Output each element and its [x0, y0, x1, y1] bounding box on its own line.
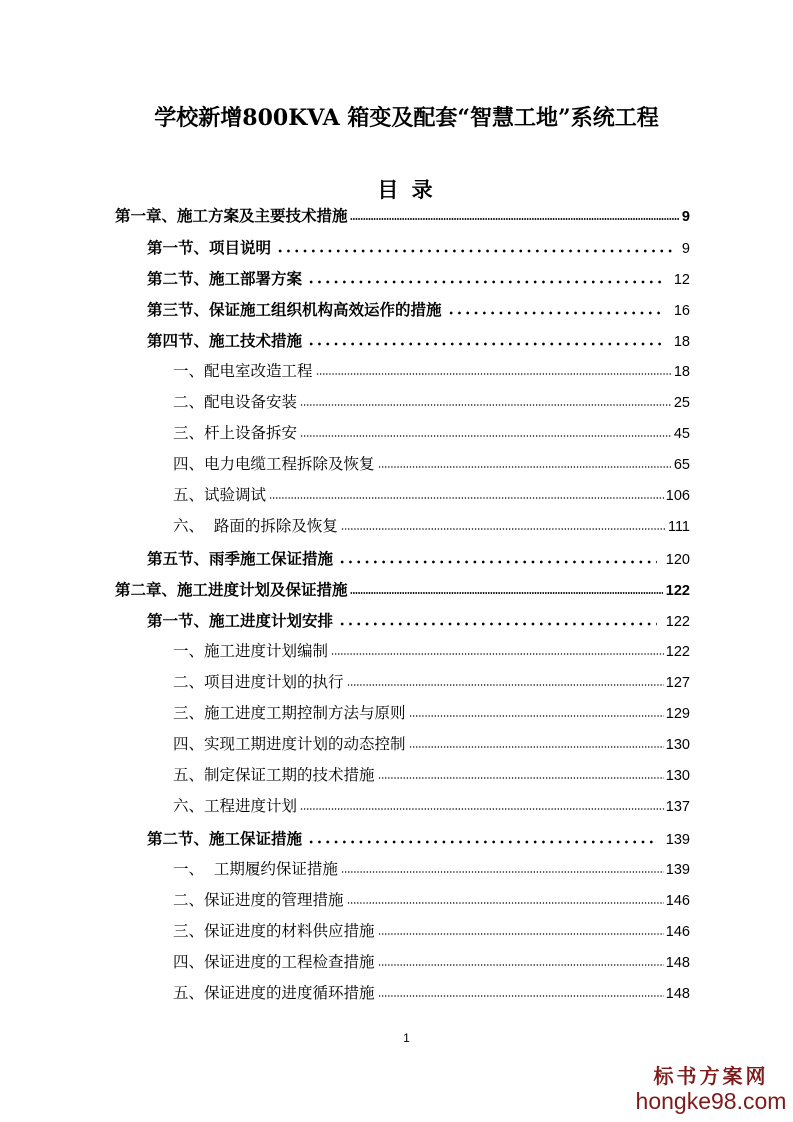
toc-entry-page-number: 12: [673, 271, 690, 288]
toc-item-entry: [115, 449, 690, 480]
toc-entry-page-number: 9: [681, 240, 690, 257]
toc-entry-page-number: 122: [665, 613, 690, 630]
watermark-logo: [635, 1064, 787, 1114]
toc-section-entry: [115, 543, 690, 574]
toc-entry-page-number: 65: [673, 457, 690, 474]
toc-entry-label: 第五节、雨季施工保证措施: [147, 548, 334, 568]
toc-section-entry: [115, 605, 690, 636]
toc-item-entry: [115, 854, 690, 885]
toc-dot-leader: [316, 372, 672, 376]
toc-entry-page-number: 148: [665, 986, 690, 1003]
toc-section-entry: [115, 325, 690, 356]
toc-entry-page-number: 137: [665, 799, 690, 816]
toc-dot-leader: [447, 311, 665, 315]
table-of-contents: [115, 200, 690, 1009]
toc-entry-label: 第一章、施工方案及主要技术措施: [115, 206, 348, 226]
toc-dot-leader: [350, 217, 679, 221]
toc-item-entry: [115, 698, 690, 729]
toc-entry-page-number: 146: [665, 892, 690, 909]
toc-dot-leader: [350, 591, 663, 595]
toc-dot-leader: [307, 280, 665, 284]
toc-entry-label: 二、保证进度的管理措施: [173, 890, 344, 909]
toc-entry-page-number: 18: [673, 333, 690, 350]
toc-dot-leader: [409, 714, 664, 718]
toc-entry-page-number: 122: [665, 643, 690, 660]
toc-chapter-entry: [115, 200, 690, 231]
toc-entry-page-number: 146: [665, 923, 690, 940]
toc-item-entry: [115, 729, 690, 760]
toc-entry-page-number: 25: [673, 395, 690, 412]
toc-dot-leader: [307, 342, 665, 346]
toc-dot-leader: [300, 434, 672, 438]
toc-dot-leader: [378, 994, 664, 998]
toc-entry-page-number: 111: [667, 519, 690, 536]
toc-heading: 目 录: [377, 177, 436, 202]
toc-entry-label: 四、电力电缆工程拆除及恢复: [173, 455, 375, 474]
toc-item-entry: [115, 916, 690, 947]
toc-section-entry: [115, 823, 690, 854]
toc-item-entry: [115, 356, 690, 387]
toc-entry-page-number: 130: [665, 737, 690, 754]
toc-dot-leader: [409, 745, 664, 749]
watermark-site-url: hongke98.com: [635, 1088, 787, 1114]
toc-entry-label: 五、保证进度的进度循环措施: [173, 984, 375, 1003]
toc-dot-leader: [276, 249, 673, 253]
toc-section-entry: [115, 232, 690, 263]
toc-dot-leader: [347, 683, 664, 687]
toc-dot-leader: [307, 840, 657, 844]
toc-dot-leader: [331, 652, 664, 656]
toc-entry-label: 一、施工进度计划编制: [173, 641, 329, 660]
toc-entry-label: 五、制定保证工期的技术措施: [173, 766, 375, 785]
toc-entry-page-number: 127: [665, 675, 690, 692]
toc-entry-page-number: 129: [665, 706, 690, 723]
toc-dot-leader: [347, 901, 664, 905]
toc-entry-label: 三、杆上设备拆安: [173, 424, 298, 443]
toc-entry-page-number: 18: [673, 363, 690, 380]
toc-entry-page-number: 16: [673, 302, 690, 319]
toc-item-entry: [115, 511, 690, 542]
toc-item-entry: [115, 978, 690, 1009]
toc-dot-leader: [338, 622, 657, 626]
toc-section-entry: [115, 294, 690, 325]
toc-dot-leader: [338, 560, 657, 564]
toc-entry-label: 四、实现工期进度计划的动态控制: [173, 735, 406, 754]
document-title: 学校新增800KVA 箱变及配套“智慧工地”系统工程: [154, 105, 659, 131]
toc-dot-leader: [300, 403, 672, 407]
toc-entry-label: 第二节、施工部署方案: [147, 268, 303, 288]
toc-entry-label: 六、 路面的拆除及恢复: [173, 517, 338, 536]
watermark-site-name: 标书方案网: [653, 1064, 769, 1088]
toc-entry-label: 三、保证进度的材料供应措施: [173, 921, 375, 940]
toc-entry-page-number: 120: [665, 551, 690, 568]
toc-entry-page-number: 122: [665, 582, 690, 599]
toc-entry-label: 第一节、施工进度计划安排: [147, 610, 334, 630]
toc-entry-page-number: 139: [665, 861, 690, 878]
toc-entry-label: 一、配电室改造工程: [173, 361, 313, 380]
toc-item-entry: [115, 667, 690, 698]
toc-entry-label: 第四节、施工技术措施: [147, 330, 303, 350]
toc-entry-page-number: 45: [673, 426, 690, 443]
toc-dot-leader: [300, 807, 664, 811]
toc-entry-label: 第一节、项目说明: [147, 237, 272, 257]
toc-entry-page-number: 148: [665, 955, 690, 972]
toc-entry-label: 四、保证进度的工程检查措施: [173, 953, 375, 972]
toc-dot-leader: [269, 496, 664, 500]
toc-entry-label: 三、施工进度工期控制方法与原则: [173, 704, 406, 723]
toc-item-entry: [115, 760, 690, 791]
toc-entry-page-number: 106: [665, 488, 690, 505]
toc-entry-label: 二、配电设备安装: [173, 393, 298, 412]
toc-chapter-entry: [115, 574, 690, 605]
toc-entry-label: 第二章、施工进度计划及保证措施: [115, 579, 348, 599]
toc-dot-leader: [341, 527, 666, 531]
toc-item-entry: [115, 387, 690, 418]
toc-section-entry: [115, 263, 690, 294]
toc-entry-label: 一、 工期履约保证措施: [173, 859, 338, 878]
toc-item-entry: [115, 885, 690, 916]
toc-item-entry: [115, 480, 690, 511]
toc-entry-label: 五、试验调试: [173, 486, 267, 505]
toc-item-entry: [115, 418, 690, 449]
toc-entry-page-number: 130: [665, 768, 690, 785]
toc-entry-label: 二、项目进度计划的执行: [173, 673, 344, 692]
toc-entry-label: 六、工程进度计划: [173, 797, 298, 816]
toc-dot-leader: [341, 870, 664, 874]
toc-item-entry: [115, 947, 690, 978]
toc-dot-leader: [378, 776, 664, 780]
toc-entry-label: 第二节、施工保证措施: [147, 828, 303, 848]
toc-dot-leader: [378, 963, 664, 967]
toc-entry-page-number: 9: [681, 209, 690, 226]
toc-item-entry: [115, 791, 690, 822]
toc-dot-leader: [378, 465, 672, 469]
toc-entry-page-number: 139: [665, 831, 690, 848]
toc-dot-leader: [378, 932, 664, 936]
page-number: 1: [403, 1031, 410, 1045]
toc-item-entry: [115, 636, 690, 667]
toc-entry-label: 第三节、保证施工组织机构高效运作的措施: [147, 299, 442, 319]
